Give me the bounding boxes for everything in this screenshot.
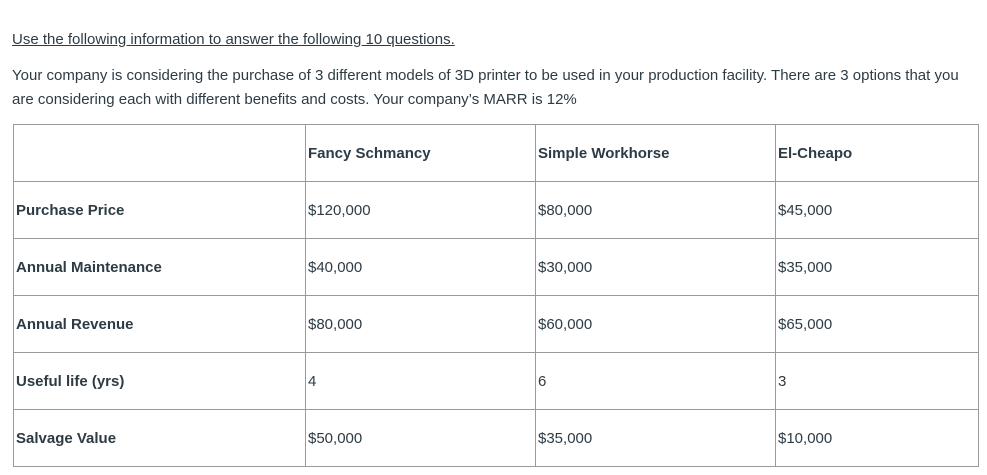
row-label-salvage-value: Salvage Value [14, 410, 306, 467]
problem-description: Your company is considering the purchase of 3 different models of 3D printer to be used in your production facility. There are 3 options that you are considering each with different benefits and costs. Your company’s MARR is 12% [12, 67, 959, 108]
table-cell: $50,000 [306, 410, 536, 467]
table-cell: $80,000 [536, 182, 776, 239]
instructions-heading: Use the following information to answer the following 10 questions. [12, 31, 455, 48]
table-row [14, 353, 979, 410]
table-cell: $45,000 [776, 182, 979, 239]
table-cell: $60,000 [536, 296, 776, 353]
column-header-fancy-schmancy: Fancy Schmancy [306, 125, 536, 182]
table-cell: $80,000 [306, 296, 536, 353]
row-label-annual-revenue: Annual Revenue [14, 296, 306, 353]
row-label-annual-maintenance: Annual Maintenance [14, 239, 306, 296]
table-header-row [14, 125, 979, 182]
row-label-useful-life: Useful life (yrs) [14, 353, 306, 410]
table-cell: 4 [306, 353, 536, 410]
table-cell: $65,000 [776, 296, 979, 353]
table-row [14, 182, 979, 239]
table-cell: $10,000 [776, 410, 979, 467]
table-cell: $40,000 [306, 239, 536, 296]
table-cell: $120,000 [306, 182, 536, 239]
table-cell: 6 [536, 353, 776, 410]
column-header-el-cheapo: El-Cheapo [776, 125, 979, 182]
printer-options-table [13, 124, 979, 467]
table-row [14, 296, 979, 353]
column-header-simple-workhorse: Simple Workhorse [536, 125, 776, 182]
table-cell: $35,000 [776, 239, 979, 296]
table-row [14, 239, 979, 296]
table-row [14, 410, 979, 467]
table-cell: $30,000 [536, 239, 776, 296]
table-cell: 3 [776, 353, 979, 410]
table-cell: $35,000 [536, 410, 776, 467]
table-corner-cell [14, 125, 306, 182]
row-label-purchase-price: Purchase Price [14, 182, 306, 239]
